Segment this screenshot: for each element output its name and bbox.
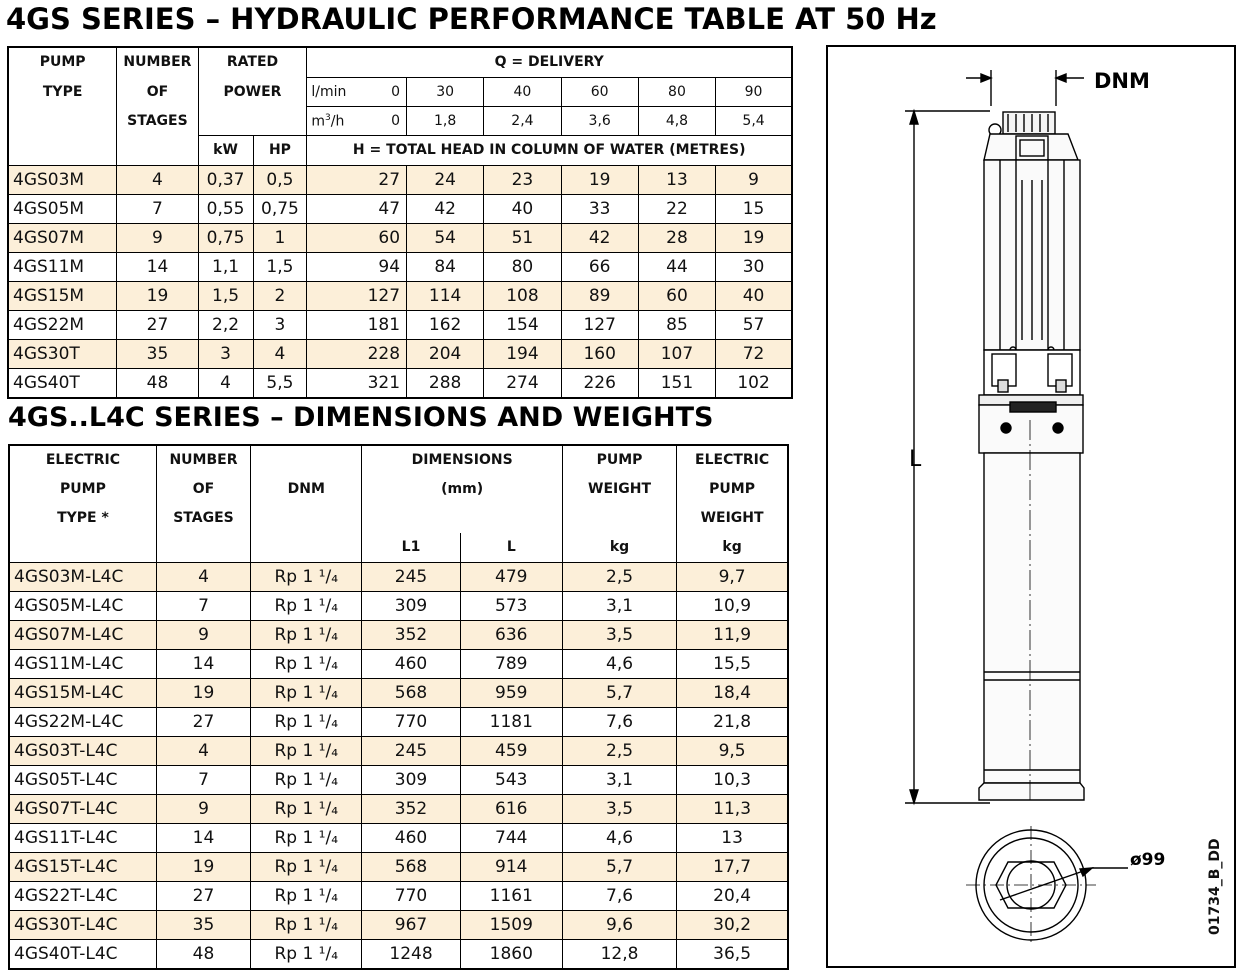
head-cell: 51 xyxy=(484,224,561,253)
pump-type-cell: 4GS05M-L4C xyxy=(9,592,156,621)
stages-cell: 35 xyxy=(117,340,198,369)
head-cell: 80 xyxy=(484,253,561,282)
header-dnm: DNM xyxy=(251,475,362,504)
stages-cell: 48 xyxy=(117,369,198,398)
header-delivery: Q = DELIVERY xyxy=(307,47,792,78)
header-kg: kg xyxy=(562,533,676,563)
head-cell: 162 xyxy=(407,311,484,340)
pump-type-cell: 4GS11T-L4C xyxy=(9,824,156,853)
head-cell: 44 xyxy=(638,253,715,282)
dnm-cell: Rp 1 ¹/₄ xyxy=(251,795,362,824)
l1-cell: 352 xyxy=(362,795,460,824)
head-cell: 30 xyxy=(716,253,792,282)
head-cell: 24 xyxy=(407,166,484,195)
electric-weight-cell: 9,7 xyxy=(677,563,788,592)
l-cell: 744 xyxy=(460,824,562,853)
head-cell: 60 xyxy=(638,282,715,311)
stages-cell: 19 xyxy=(156,853,250,882)
pump-type-cell: 4GS22T-L4C xyxy=(9,882,156,911)
header-stages: STAGES xyxy=(156,504,250,533)
hp-cell: 3 xyxy=(253,311,307,340)
electric-weight-cell: 30,2 xyxy=(677,911,788,940)
pump-type-cell: 4GS22M xyxy=(8,311,117,340)
pump-type-cell: 4GS30T xyxy=(8,340,117,369)
header-pump: PUMP xyxy=(8,47,117,78)
head-cell: 274 xyxy=(484,369,561,398)
m3h-value: 0 xyxy=(352,107,407,136)
pump-weight-cell: 7,6 xyxy=(562,708,676,737)
electric-weight-cell: 13 xyxy=(677,824,788,853)
m3h-value: 5,4 xyxy=(716,107,792,136)
lmin-value: 80 xyxy=(638,78,715,107)
lmin-value: 90 xyxy=(716,78,792,107)
stages-cell: 48 xyxy=(156,940,250,969)
pump-weight-cell: 3,1 xyxy=(562,592,676,621)
drawing-code: 01734_B_DD xyxy=(1207,838,1223,935)
header-mm: (mm) xyxy=(362,475,563,504)
l1-cell: 770 xyxy=(362,708,460,737)
head-cell: 321 xyxy=(307,369,407,398)
electric-weight-cell: 15,5 xyxy=(677,650,788,679)
header-type: TYPE * xyxy=(9,504,156,533)
diameter-label: ø99 xyxy=(1130,850,1166,870)
l-cell: 573 xyxy=(460,592,562,621)
l1-cell: 245 xyxy=(362,737,460,766)
head-cell: 204 xyxy=(407,340,484,369)
header-weight: WEIGHT xyxy=(562,475,676,504)
pump-type-cell: 4GS07M-L4C xyxy=(9,621,156,650)
head-cell: 94 xyxy=(307,253,407,282)
pump-type-cell: 4GS03M-L4C xyxy=(9,563,156,592)
pump-weight-cell: 4,6 xyxy=(562,650,676,679)
head-cell: 23 xyxy=(484,166,561,195)
lmin-value: 30 xyxy=(407,78,484,107)
header-electric: ELECTRIC xyxy=(9,445,156,475)
electric-weight-cell: 21,8 xyxy=(677,708,788,737)
kw-cell: 1,5 xyxy=(198,282,253,311)
head-cell: 108 xyxy=(484,282,561,311)
pump-weight-cell: 3,5 xyxy=(562,621,676,650)
dnm-cell: Rp 1 ¹/₄ xyxy=(251,679,362,708)
head-cell: 89 xyxy=(561,282,638,311)
head-cell: 160 xyxy=(561,340,638,369)
dnm-cell: Rp 1 ¹/₄ xyxy=(251,737,362,766)
head-cell: 226 xyxy=(561,369,638,398)
head-cell: 114 xyxy=(407,282,484,311)
dnm-label: DNM xyxy=(1094,69,1150,93)
stages-cell: 19 xyxy=(156,679,250,708)
head-cell: 72 xyxy=(716,340,792,369)
l-cell: 543 xyxy=(460,766,562,795)
electric-weight-cell: 9,5 xyxy=(677,737,788,766)
head-cell: 151 xyxy=(638,369,715,398)
head-cell: 19 xyxy=(716,224,792,253)
pump-weight-cell: 2,5 xyxy=(562,563,676,592)
head-cell: 181 xyxy=(307,311,407,340)
l1-cell: 309 xyxy=(362,766,460,795)
electric-weight-cell: 18,4 xyxy=(677,679,788,708)
pump-weight-cell: 5,7 xyxy=(562,679,676,708)
hp-cell: 4 xyxy=(253,340,307,369)
stages-cell: 7 xyxy=(156,766,250,795)
head-cell: 33 xyxy=(561,195,638,224)
dnm-cell: Rp 1 ¹/₄ xyxy=(251,911,362,940)
pump-type-cell: 4GS03M xyxy=(8,166,117,195)
l1-cell: 770 xyxy=(362,882,460,911)
pump-type-cell: 4GS11M-L4C xyxy=(9,650,156,679)
head-cell: 102 xyxy=(716,369,792,398)
dnm-cell: Rp 1 ¹/₄ xyxy=(251,592,362,621)
head-cell: 40 xyxy=(716,282,792,311)
kw-cell: 4 xyxy=(198,369,253,398)
header-number: NUMBER xyxy=(156,445,250,475)
header-of: OF xyxy=(156,475,250,504)
header-electric-weight: ELECTRIC xyxy=(677,445,788,475)
l-cell: 616 xyxy=(460,795,562,824)
m3h-value: 4,8 xyxy=(638,107,715,136)
hp-cell: 2 xyxy=(253,282,307,311)
hp-cell: 0,5 xyxy=(253,166,307,195)
dnm-cell: Rp 1 ¹/₄ xyxy=(251,621,362,650)
pump-type-cell: 4GS05T-L4C xyxy=(9,766,156,795)
electric-weight-cell: 20,4 xyxy=(677,882,788,911)
electric-weight-cell: 36,5 xyxy=(677,940,788,969)
pump-weight-cell: 2,5 xyxy=(562,737,676,766)
pump-type-cell: 4GS07M xyxy=(8,224,117,253)
dimensions-table-title: 4GS..L4C SERIES – DIMENSIONS AND WEIGHTS xyxy=(8,402,714,433)
head-cell: 13 xyxy=(638,166,715,195)
length-label: L xyxy=(909,447,922,472)
electric-weight-cell: 17,7 xyxy=(677,853,788,882)
head-cell: 47 xyxy=(307,195,407,224)
dnm-cell: Rp 1 ¹/₄ xyxy=(251,650,362,679)
hp-cell: 1,5 xyxy=(253,253,307,282)
dnm-cell: Rp 1 ¹/₄ xyxy=(251,563,362,592)
pump-type-cell: 4GS22M-L4C xyxy=(9,708,156,737)
l-cell: 914 xyxy=(460,853,562,882)
head-cell: 19 xyxy=(561,166,638,195)
head-cell: 66 xyxy=(561,253,638,282)
stages-cell: 4 xyxy=(156,737,250,766)
l-cell: 636 xyxy=(460,621,562,650)
stages-cell: 7 xyxy=(156,592,250,621)
l1-cell: 568 xyxy=(362,679,460,708)
electric-weight-cell: 11,9 xyxy=(677,621,788,650)
head-cell: 15 xyxy=(716,195,792,224)
header-power: POWER xyxy=(198,78,307,107)
pump-weight-cell: 7,6 xyxy=(562,882,676,911)
l-cell: 459 xyxy=(460,737,562,766)
head-cell: 127 xyxy=(307,282,407,311)
pump-type-cell: 4GS15M xyxy=(8,282,117,311)
pump-weight-cell: 5,7 xyxy=(562,853,676,882)
header-l1: L1 xyxy=(362,533,460,563)
head-cell: 127 xyxy=(561,311,638,340)
header-number: NUMBER xyxy=(117,47,198,78)
header-kg2: kg xyxy=(677,533,788,563)
dnm-cell: Rp 1 ¹/₄ xyxy=(251,882,362,911)
dnm-cell: Rp 1 ¹/₄ xyxy=(251,940,362,969)
pump-weight-cell: 3,5 xyxy=(562,795,676,824)
l1-cell: 568 xyxy=(362,853,460,882)
stages-cell: 7 xyxy=(117,195,198,224)
lmin-label: l/min xyxy=(307,78,352,107)
kw-cell: 2,2 xyxy=(198,311,253,340)
head-cell: 57 xyxy=(716,311,792,340)
head-cell: 40 xyxy=(484,195,561,224)
l-cell: 1161 xyxy=(460,882,562,911)
m3h-label: $m^3/h$ xyxy=(307,107,352,136)
l1-cell: 967 xyxy=(362,911,460,940)
stages-cell: 9 xyxy=(156,795,250,824)
stages-cell: 27 xyxy=(156,708,250,737)
head-cell: 42 xyxy=(561,224,638,253)
head-cell: 60 xyxy=(307,224,407,253)
header-pump: PUMP xyxy=(9,475,156,504)
pump-type-cell: 4GS15M-L4C xyxy=(9,679,156,708)
head-cell: 107 xyxy=(638,340,715,369)
performance-table-title: 4GS SERIES – HYDRAULIC PERFORMANCE TABLE AT 50 Hz xyxy=(6,2,937,36)
stages-cell: 9 xyxy=(156,621,250,650)
pump-weight-cell: 12,8 xyxy=(562,940,676,969)
lmin-value: 40 xyxy=(484,78,561,107)
head-cell: 54 xyxy=(407,224,484,253)
l1-cell: 460 xyxy=(362,824,460,853)
stages-cell: 4 xyxy=(117,166,198,195)
m3h-value: 3,6 xyxy=(561,107,638,136)
stages-cell: 9 xyxy=(117,224,198,253)
electric-weight-cell: 10,3 xyxy=(677,766,788,795)
header-l: L xyxy=(460,533,562,563)
kw-cell: 0,75 xyxy=(198,224,253,253)
l-cell: 1509 xyxy=(460,911,562,940)
l-cell: 789 xyxy=(460,650,562,679)
header-hp: HP xyxy=(253,136,307,166)
pump-weight-cell: 4,6 xyxy=(562,824,676,853)
pump-type-cell: 4GS30T-L4C xyxy=(9,911,156,940)
stages-cell: 14 xyxy=(156,650,250,679)
l-cell: 959 xyxy=(460,679,562,708)
l-cell: 479 xyxy=(460,563,562,592)
pump-type-cell: 4GS15T-L4C xyxy=(9,853,156,882)
header-of: OF xyxy=(117,78,198,107)
hp-cell: 0,75 xyxy=(253,195,307,224)
l1-cell: 460 xyxy=(362,650,460,679)
header-pump2: PUMP xyxy=(677,475,788,504)
header-rated: RATED xyxy=(198,47,307,78)
head-cell: 9 xyxy=(716,166,792,195)
kw-cell: 0,37 xyxy=(198,166,253,195)
stages-cell: 14 xyxy=(156,824,250,853)
pump-type-cell: 4GS07T-L4C xyxy=(9,795,156,824)
l1-cell: 352 xyxy=(362,621,460,650)
header-dimensions: DIMENSIONS xyxy=(362,445,563,475)
dnm-cell: Rp 1 ¹/₄ xyxy=(251,853,362,882)
lmin-value: 60 xyxy=(561,78,638,107)
header-type: TYPE xyxy=(8,78,117,107)
head-cell: 28 xyxy=(638,224,715,253)
head-cell: 84 xyxy=(407,253,484,282)
stages-cell: 35 xyxy=(156,911,250,940)
hp-cell: 5,5 xyxy=(253,369,307,398)
electric-weight-cell: 11,3 xyxy=(677,795,788,824)
head-cell: 154 xyxy=(484,311,561,340)
head-cell: 22 xyxy=(638,195,715,224)
l1-cell: 309 xyxy=(362,592,460,621)
stages-cell: 14 xyxy=(117,253,198,282)
l1-cell: 1248 xyxy=(362,940,460,969)
head-cell: 228 xyxy=(307,340,407,369)
header-pump-weight: PUMP xyxy=(562,445,676,475)
dnm-cell: Rp 1 ¹/₄ xyxy=(251,708,362,737)
head-cell: 288 xyxy=(407,369,484,398)
kw-cell: 3 xyxy=(198,340,253,369)
dnm-cell: Rp 1 ¹/₄ xyxy=(251,766,362,795)
pump-type-cell: 4GS40T-L4C xyxy=(9,940,156,969)
pump-type-cell: 4GS05M xyxy=(8,195,117,224)
electric-weight-cell: 10,9 xyxy=(677,592,788,621)
header-stages: STAGES xyxy=(117,107,198,136)
l-cell: 1860 xyxy=(460,940,562,969)
stages-cell: 4 xyxy=(156,563,250,592)
m3h-value: 2,4 xyxy=(484,107,561,136)
pump-type-cell: 4GS40T xyxy=(8,369,117,398)
dnm-cell: Rp 1 ¹/₄ xyxy=(251,824,362,853)
head-cell: 42 xyxy=(407,195,484,224)
head-cell: 85 xyxy=(638,311,715,340)
head-cell: 27 xyxy=(307,166,407,195)
stages-cell: 19 xyxy=(117,282,198,311)
hp-cell: 1 xyxy=(253,224,307,253)
head-cell: 194 xyxy=(484,340,561,369)
stages-cell: 27 xyxy=(117,311,198,340)
header-weight2: WEIGHT xyxy=(677,504,788,533)
l1-cell: 245 xyxy=(362,563,460,592)
lmin-value: 0 xyxy=(352,78,407,107)
l-cell: 1181 xyxy=(460,708,562,737)
header-head: H = TOTAL HEAD IN COLUMN OF WATER (METRES) xyxy=(307,136,792,166)
pump-weight-cell: 3,1 xyxy=(562,766,676,795)
stages-cell: 27 xyxy=(156,882,250,911)
pump-type-cell: 4GS03T-L4C xyxy=(9,737,156,766)
pump-weight-cell: 9,6 xyxy=(562,911,676,940)
kw-cell: 1,1 xyxy=(198,253,253,282)
kw-cell: 0,55 xyxy=(198,195,253,224)
header-kw: kW xyxy=(198,136,253,166)
m3h-value: 1,8 xyxy=(407,107,484,136)
pump-type-cell: 4GS11M xyxy=(8,253,117,282)
